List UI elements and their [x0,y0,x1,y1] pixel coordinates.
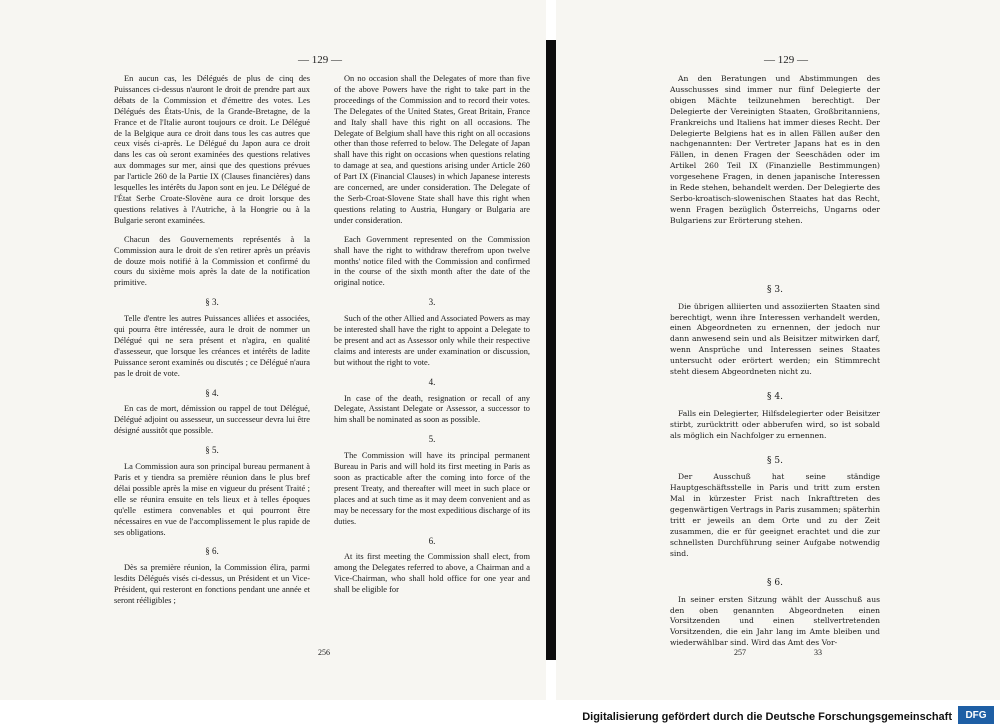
section-heading: 6. [428,535,436,546]
paragraph: Telle d'entre les autres Puissances alliées et associées, qui pourra être intéressée, aura le droit de nommer un Délégué qui ne sera présent et n'agira, en qualité d'assesseur, que lorsque les créances et intérêts de ladite Puissance seront examinés ou discutés ; ce Délégué n'aura pas le droit de vote. [114,314,310,378]
paragraph: En aucun cas, les Délégués de plus de cinq des Puissances ci-dessus n'auront le droit de prendre part aux débats de la Commission et d'émettre des votes. Les Délégués des États-Unis, de la Grande-Bretagne, de la France et de l'Italie auront toujours ce droit. Le Délégué de la Belgique aura ce droit dans tous les cas autres que ceux visés ci-après. Le Délégué du Japon aura ce droit dans les cas où seront examinées des questions relatives aux dommages sur mer, ainsi que des questions prévues par l'article 260 de la Partie IX (Clauses financières) dans lesquelles les intérêts du Japon sont en jeu. Le Délégué de l'État Serbe Croate-Slovène aura ce droit lorsque des questions relatives à l'Autriche, à la Hongrie ou à la Bulgarie seront examinées. [114,74,310,225]
paragraph: The Commission will have its principal permanent Bureau in Paris and will hold its first meeting in Paris as soon as practicable after the coming into force of the present Treaty, and thereafter will meet in such place or places and at such time as it may deem convenient and as may be necessary for the most expeditious discharge of its duties. [334,451,530,526]
paragraph: Each Government represented on the Commission shall have the right to withdraw therefrom upon twelve months' notice filed with the Commission and confirmed in the course of the sixth month after the date of the original notice. [334,234,530,288]
page-number: — 129 — [298,54,342,66]
section-heading: § 3. [767,284,783,295]
german-column [670,74,880,657]
paragraph: La Commission aura son principal bureau permanent à Paris et y tiendra sa première réunion dans le plus bref délai possible après la mise en vigueur du présent Traité ; elle se réunira ensuite en tels lieux et à telles époques qu'elle estimera convenables et qui pourront être nécessaires en vue de l'accomplissement le plus rapide de ses obligations. [114,462,310,537]
paragraph: At its first meeting the Commission shall elect, from among the Delegates referred to above, a Chairman and a Vice-Chairman, who shall hold office for one year and shall be eligible for [334,552,530,595]
section-heading: § 6. [205,546,219,557]
paragraph: Dès sa première réunion, la Commission élira, parmi lesdits Délégués visés ci-dessus, un Président et un Vice-Président, qui resteront en fonctions pendant une année et seront rééligibles ; [114,563,310,606]
paragraph: In seiner ersten Sitzung wählt der Ausschuß aus den oben genannten Abgeordneten einen Vorsitzenden und einen stellvertretenden Vorsitzenden, die ein Jahr lang im Amte bleiben und wiederwählbar sind. Wird das Amt des Vor- [670,594,880,648]
page-number: — 129 — [764,54,808,66]
section-heading: § 4. [767,391,783,402]
section-heading: 5. [428,434,436,445]
section-heading: § 3. [205,297,219,308]
dfg-logo: DFG [958,706,994,724]
funding-credit: Digitalisierung gefördert durch die Deutsche Forschungsgemeinschaft [582,711,952,723]
french-column [114,74,310,615]
footer-page-number: 33 [814,648,822,657]
paragraph: An den Beratungen und Abstimmungen des Ausschusses sind immer nur fünf Delegierte der obigen Mächte teilzunehmen berechtigt. Der Delegierte der Vereinigten Staaten, Großbritanniens, Frankreichs und Italiens hat immer dieses Recht. Der Delegierte Belgiens hat es in allen Fällen außer den nachgenannten: Der Vertreter Japans hat es in den Fällen, in denen Fragen der Seeschäden oder im Artikel 260 Teil IX (Finanzielle Bestimmungen) vorgesehene Fragen, in denen japanische Interessen in Rede stehen, behandelt werden. Der Delegierte des Serbo-kroatisch-slowenischen Staates hat das Recht, wenn Fragen bezüglich Österreichs, Ungarns oder Bulgariens zur Erörterung stehen. [670,74,880,225]
book-gutter [546,40,556,660]
footer-page-number: 256 [318,648,330,657]
paragraph: On no occasion shall the Delegates of more than five of the above Powers have the right to take part in the proceedings of the Commission and to record their votes. The Delegates of the United States, Great Britain, France and Italy shall have this right on all occasions. The Delegate of Belgium shall have this right on all occasions other than those referred to below. The Delegate of Japan shall have this right on occasions when questions relating to damage at sea, and questions arising under Article 260 of Part IX (Financial Clauses) in which Japanese interests are concerned, are under consideration. The Delegate of the Serb-Croat-Slovene State shall have this right when questions relating to Austria, Hungary or Bulgaria are under consideration. [334,74,530,225]
paragraph: Die übrigen alliierten und assoziierten Staaten sind berechtigt, wenn ihre Interessen verhandelt werden, einen Abgeordneten zu ernennen, der jedoch nur dann anwesend sein und als Beisitzer mitwirken darf, wenn Ansprüche und Interessen seines Staates untersucht oder erörtert werden; ein Stimmrecht steht diesem Abgeordneten nicht zu. [670,301,880,377]
paragraph: Falls ein Delegierter, Hilfsdelegierter oder Beisitzer stirbt, zurücktritt oder abberufen wird, so ist sobald als möglich ein Nachfolger zu ernennen. [670,408,880,440]
section-heading: 3. [428,297,436,308]
paragraph: Der Ausschuß hat seine ständige Hauptgeschäftsstelle in Paris und tritt zum ersten Mal in kürzester Frist nach Inkrafttreten des gegenwärtigen Vertrags in Paris zusammen; späterhin tritt er jeweils an dem Orte und zu der Zeit zusammen, die er für geeignet erachtet und die zur schnellsten Durchführung seiner Aufgabe notwendig sind. [670,472,880,558]
paragraph: Chacun des Gouvernements représentés à la Commission aura le droit de s'en retirer après un préavis de douze mois notifié à la Commission et confirmé du cours du sixième mois après la date de la notification primitive. [114,234,310,288]
paragraph: Such of the other Allied and Associated Powers as may be interested shall have the right to appoint a Delegate to be present and act as Assessor only while their respective claims and interests are under examination or discussion, but without the right to vote. [334,314,530,367]
paragraph: In case of the death, resignation or recall of any Delegate, Assistant Delegate or Assessor, a successor to him shall be nominated as soon as possible. [334,393,530,425]
section-heading: § 4. [205,387,219,398]
footer-page-number: 257 [734,648,746,657]
english-column [334,74,530,604]
section-heading: 4. [428,376,436,387]
section-heading: § 6. [767,577,783,588]
section-heading: § 5. [205,445,219,456]
paragraph: En cas de mort, démission ou rappel de tout Délégué, Délégué adjoint ou assesseur, un successeur devra lui être désigné aussitôt que possible. [114,404,310,436]
section-heading: § 5. [767,455,783,466]
